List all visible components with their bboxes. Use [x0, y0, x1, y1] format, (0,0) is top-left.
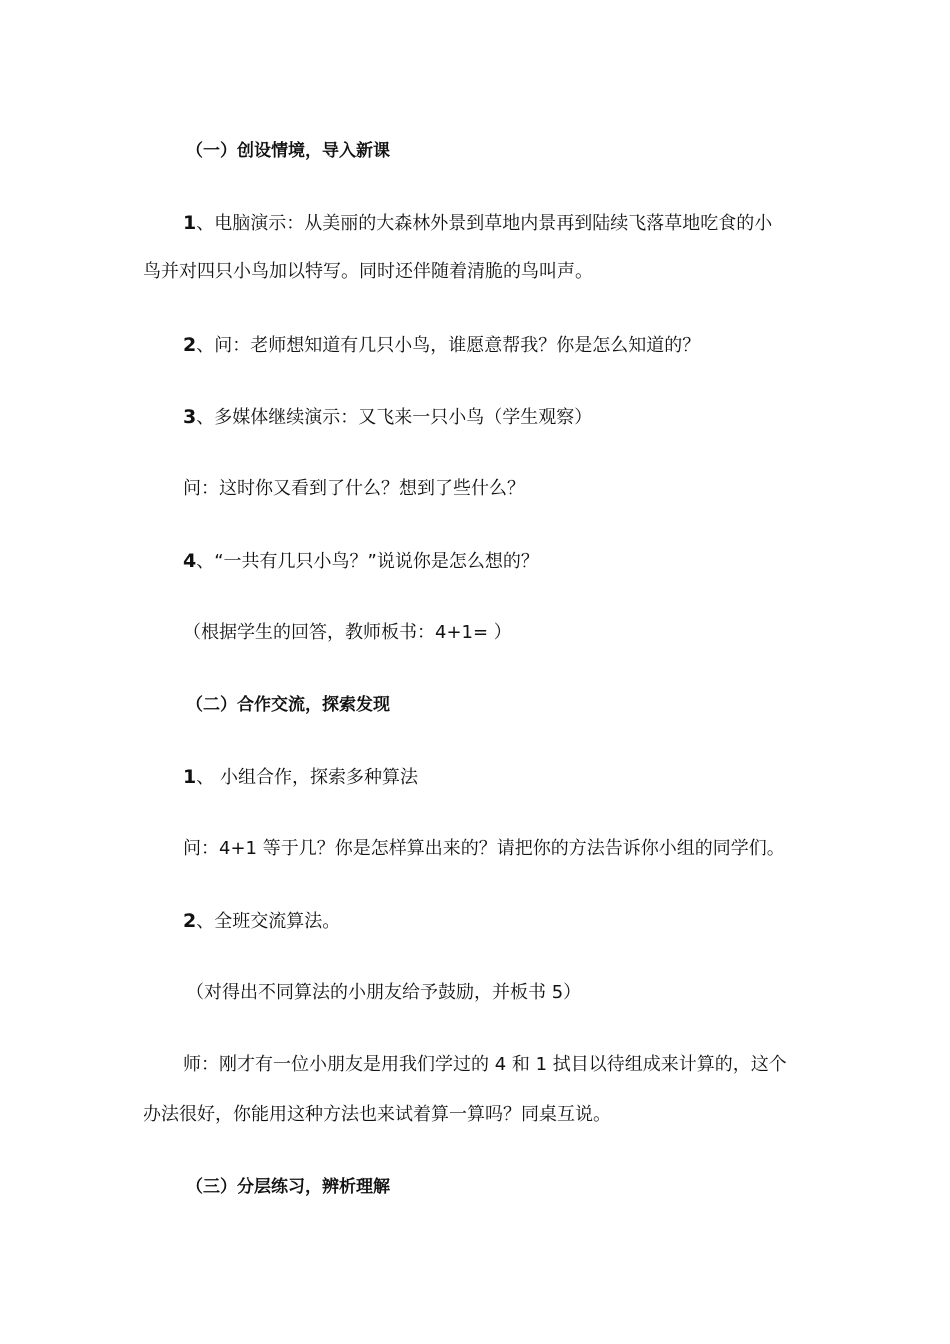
item-separator: 、 — [196, 767, 215, 788]
item-text: “一共有几只小鸟？”说说你是怎么想的？ — [214, 551, 539, 572]
list-item-1-3 — [183, 405, 592, 430]
item-number: 3 — [183, 406, 197, 428]
item-number: 2 — [183, 910, 197, 932]
list-item-1-1 — [183, 211, 772, 236]
item-text: 全班交流算法。 — [214, 911, 341, 932]
item-separator: 、 — [196, 911, 215, 932]
paragraph-blackboard-note: （根据学生的回答，教师板书：4+1= ） — [183, 622, 512, 643]
list-item-2-1 — [183, 765, 418, 790]
list-item-1-4 — [183, 549, 539, 574]
paragraph-teacher-remark-continuation: 办法很好，你能用这种方法也来试着算一算吗？同桌互说。 — [143, 1104, 611, 1125]
section-heading-2: （二）合作交流，探索发现 — [186, 695, 390, 715]
paragraph-teacher-remark: 师：刚才有一位小朋友是用我们学过的 4 和 1 拭目以待组成来计算的，这个 — [183, 1054, 787, 1075]
item-text: 电脑演示：从美丽的大森林外景到草地内景再到陆续飞落草地吃食的小 — [214, 213, 773, 234]
item-number: 4 — [183, 550, 197, 572]
item-separator: 、 — [196, 551, 215, 572]
item-separator: 、 — [196, 407, 215, 428]
section-heading-1: （一）创设情境，导入新课 — [186, 141, 390, 161]
paragraph-question: 问：这时你又看到了什么？想到了些什么？ — [183, 478, 525, 499]
item-number: 1 — [183, 212, 197, 234]
list-item-1-2 — [183, 333, 700, 358]
item-number: 1 — [183, 766, 197, 788]
item-number: 2 — [183, 334, 197, 356]
item-text: 多媒体继续演示：又飞来一只小鸟（学生观察） — [214, 407, 593, 428]
item-text: 问：老师想知道有几只小鸟，谁愿意帮我？你是怎么知道的？ — [214, 335, 701, 356]
paragraph-question-2: 问：4+1 等于几？你是怎样算出来的？请把你的方法告诉你小组的同学们。 — [183, 838, 785, 859]
item-text: 小组合作，探索多种算法 — [214, 767, 418, 788]
section-heading-3: （三）分层练习，辨析理解 — [186, 1177, 390, 1197]
list-item-1-1-continuation: 鸟并对四只小鸟加以特写。同时还伴随着清脆的鸟叫声。 — [143, 261, 593, 282]
item-separator: 、 — [196, 335, 215, 356]
item-separator: 、 — [196, 213, 215, 234]
list-item-2-2 — [183, 909, 340, 934]
paragraph-encouragement-note: （对得出不同算法的小朋友给予鼓励，并板书 5） — [186, 982, 582, 1003]
